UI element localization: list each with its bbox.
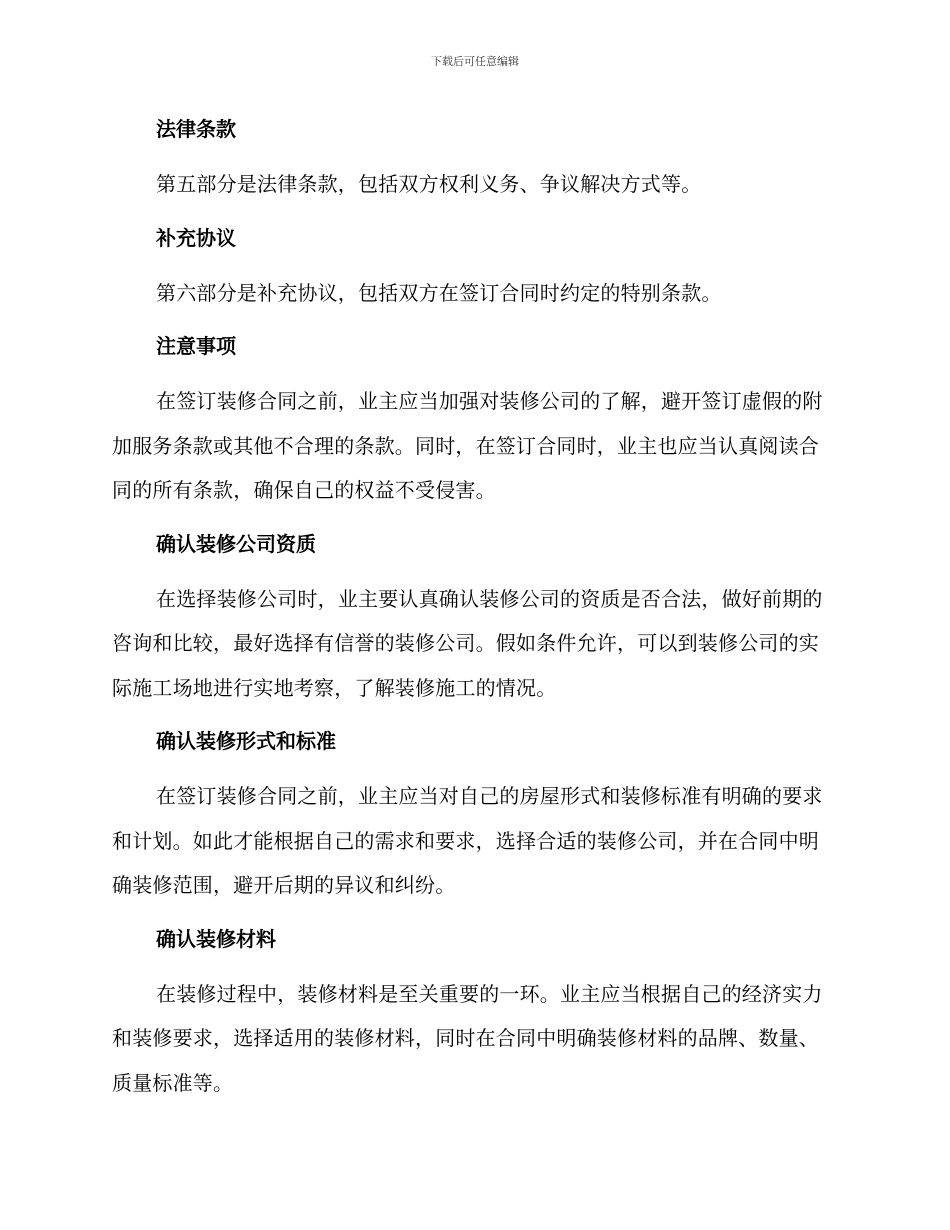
section-heading-supplementary-agreement: 补充协议 (156, 225, 236, 250)
section-heading-form-and-standard: 确认装修形式和标准 (156, 729, 336, 753)
section-heading-notes: 注意事项 (156, 334, 236, 358)
section-paragraph-form-and-standard: 在签订装修合同之前，业主应当对自己的房屋形式和装修标准有明确的要求和计划。如此才能根据自己的需求和要求，选择合适的装修公司，并在合同中明确装修范围，避开后期的异议和纠纷。 (112, 784, 823, 897)
section-paragraph-supplementary-agreement: 第六部分是补充协议，包括双方在签订合同时约定的特别条款。 (156, 280, 722, 305)
section-paragraph-company-qualification: 在选择装修公司时，业主要认真确认装修公司的资质是否合法，做好前期的咨询和比较，最好选择有信誉的装修公司。假如条件允许，可以到装修公司的实际施工场地进行实地考察，了解装修施工的情况。 (112, 586, 823, 700)
section-heading-materials: 确认装修材料 (156, 926, 276, 951)
section-paragraph-materials: 在装修过程中，装修材料是至关重要的一环。业主应当根据自己的经济实力和装修要求，选择适用的装修材料，同时在合同中明确装修材料的品牌、数量、质量标准等。 (112, 981, 823, 1095)
section-paragraph-legal-terms: 第五部分是法律条款，包括双方权利义务、争议解决方式等。 (156, 172, 702, 196)
section-paragraph-notes: 在签订装修合同之前，业主应当加强对装修公司的了解，避开签订虚假的附加服务条款或其他不合理的条款。同时，在签订合同时，业主也应当认真阅读合同的所有条款，确保自己的权益不受侵害。 (112, 389, 823, 502)
section-heading-company-qualification: 确认装修公司资质 (156, 531, 316, 556)
document-body (112, 108, 834, 1115)
section-heading-legal-terms: 法律条款 (156, 117, 236, 141)
page-header: 下载后可任意编辑 (431, 55, 519, 68)
